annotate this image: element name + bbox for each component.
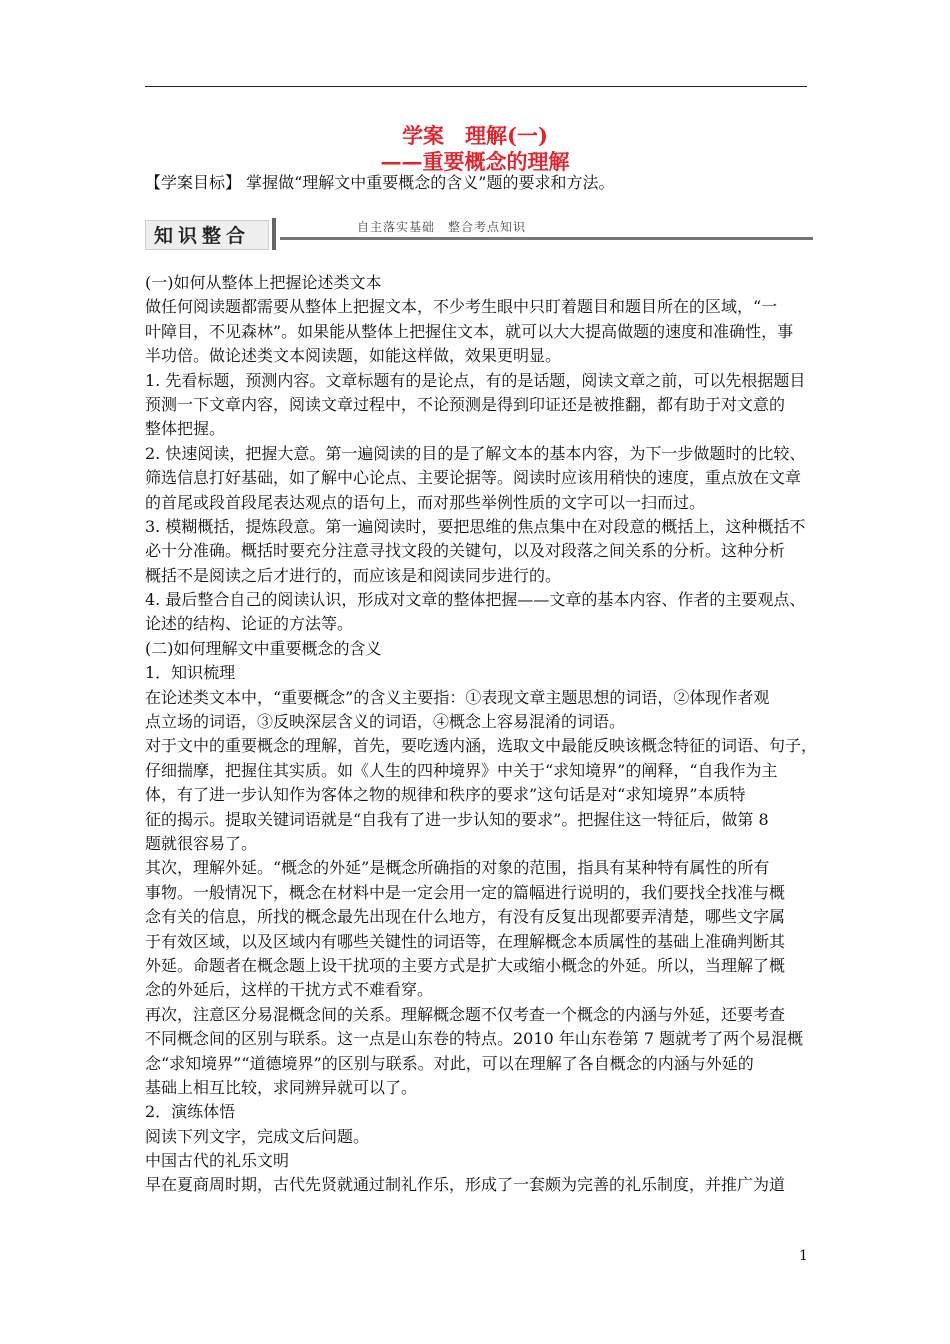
- text-line: 的首尾或段首段尾表达观点的语句上，而对那些举例性质的文字可以一扫而过。: [145, 492, 706, 512]
- text-line: 叶障目，不见森林”。如果能从整体上把握住文本，就可以大大提高做题的速度和准确性，事: [145, 321, 794, 341]
- section-banner: [145, 216, 813, 252]
- text-line: 中国古代的礼乐文明: [145, 1151, 290, 1171]
- text-line: 整体把握。: [145, 419, 226, 439]
- text-line: 1．知识梳理: [145, 663, 236, 683]
- banner-subtitle: 自主落实基础 整合考点知识: [357, 220, 527, 234]
- page-subtitle: ——重要概念的理解: [380, 149, 570, 174]
- text-line: (一)如何从整体上把握论述类文本: [145, 273, 382, 292]
- text-line: 对于文中的重要概念的理解，首先，要吃透内涵，选取文中最能反映该概念特征的词语、句子，: [145, 736, 818, 756]
- text-line: 念“求知境界”“道德境界”的区别与联系。对此，可以在理解了各自概念的内涵与外延的: [145, 1053, 754, 1073]
- text-line: 念有关的信息，所找的概念最先出现在什么地方，有没有反复出现都要弄清楚，哪些文字属: [145, 907, 786, 927]
- text-line: 筛选信息打好基础，如了解中心论点、主要论据等。阅读时应该用稍快的速度，重点放在文章: [145, 468, 802, 488]
- text-line: 阅读下列文字，完成文后问题。: [145, 1126, 370, 1146]
- text-line: 论述的结构、论证的方法等。: [145, 614, 354, 634]
- body-text: [145, 271, 818, 1198]
- text-line: 念的外延后，这样的干扰方式不难看穿。: [145, 980, 434, 1000]
- learning-goal: 【学案目标】 掌握做“理解文中重要概念的含义”题的要求和方法。: [145, 173, 615, 192]
- text-line: 做任何阅读题都需要从整体上把握文本，不少考生眼中只盯着题目和题目所在的区域，“一: [145, 297, 778, 317]
- text-line: 在论述类文本中，“重要概念”的含义主要指：①表现文章主题思想的词语，②体现作者观: [145, 687, 770, 707]
- top-rule: [145, 86, 807, 87]
- text-line: 3. 模糊概括，提炼段意。第一遍阅读时，要把思维的焦点集中在对段意的概括上，这种概括不: [145, 516, 806, 536]
- text-line: 体，有了进一步认知作为客体之物的规律和秩序的要求”这句话是对“求知境界”本质特: [145, 785, 746, 805]
- text-line: 早在夏商周时期，古代先贤就通过制礼作乐，形成了一套颇为完善的礼乐制度，并推广为道: [145, 1175, 786, 1195]
- text-line: 其次，理解外延。“概念的外延”是概念所确指的对象的范围，指具有某种特有属性的所有: [145, 858, 770, 878]
- banner-title: 知识整合: [154, 225, 251, 247]
- text-line: 点立场的词语，③反映深层含义的词语，④概念上容易混淆的词语。: [145, 712, 626, 732]
- text-line: 半功倍。做论述类文本阅读题，如能这样做，效果更明显。: [145, 346, 562, 366]
- text-line: 外延。命题者在概念题上设干扰项的主要方式是扩大或缩小概念的外延。所以，当理解了概: [145, 955, 786, 975]
- text-line: 题就很容易了。: [145, 833, 258, 853]
- text-line: 4. 最后整合自己的阅读认识，形成对文章的整体把握——文章的基本内容、作者的主要观点、: [145, 590, 806, 610]
- text-line: 必十分准确。概括时要充分注意寻找文段的关键句，以及对段落之间关系的分析。这种分析: [145, 541, 786, 561]
- text-line: 2. 快速阅读，把握大意。第一遍阅读的目的是了解文本的基本内容，为下一步做题时的比较、: [145, 443, 806, 463]
- text-line: 征的揭示。提取关键词语就是“自我有了进一步认知的要求”。把握住这一特征后，做第 8: [145, 809, 769, 829]
- text-line: 事物。一般情况下，概念在材料中是一定会用一定的篇幅进行说明的，我们要找全找准与概: [145, 882, 786, 902]
- text-line: 基础上相互比较，求同辨异就可以了。: [145, 1077, 418, 1097]
- text-line: 预测一下文章内容，阅读文章过程中，不论预测是得到印证还是被推翻，都有助于对文意的: [145, 394, 786, 414]
- text-line: 1. 先看标题，预测内容。文章标题有的是论点，有的是话题，阅读文章之前，可以先根据题目: [145, 370, 806, 390]
- banner-title-box: [145, 220, 269, 250]
- banner-divider: [272, 218, 276, 250]
- text-line: (二)如何理解文中重要概念的含义: [145, 638, 382, 658]
- text-line: 仔细揣摩，把握住其实质。如《人生的四种境界》中关于“求知境界”的阐释，“自我作为主: [145, 760, 778, 780]
- text-line: 于有效区域，以及区域内有哪些关键性的词语等，在理解概念本质属性的基础上准确判断其: [145, 931, 786, 951]
- text-line: 2．演练体悟: [145, 1102, 236, 1122]
- banner-rule: [280, 237, 813, 240]
- text-line: 不同概念间的区别与联系。这一点是山东卷的特点。2010 年山东卷第 7 题就考了两个易混概: [145, 1029, 804, 1049]
- text-line: 再次，注意区分易混概念间的关系。理解概念题不仅考查一个概念的内涵与外延，还要考查: [145, 1004, 786, 1024]
- page-title: 学案 理解(一): [402, 123, 548, 148]
- text-line: 概括不是阅读之后才进行的，而应该是和阅读同步进行的。: [145, 565, 562, 585]
- page-number: 1: [799, 1248, 808, 1264]
